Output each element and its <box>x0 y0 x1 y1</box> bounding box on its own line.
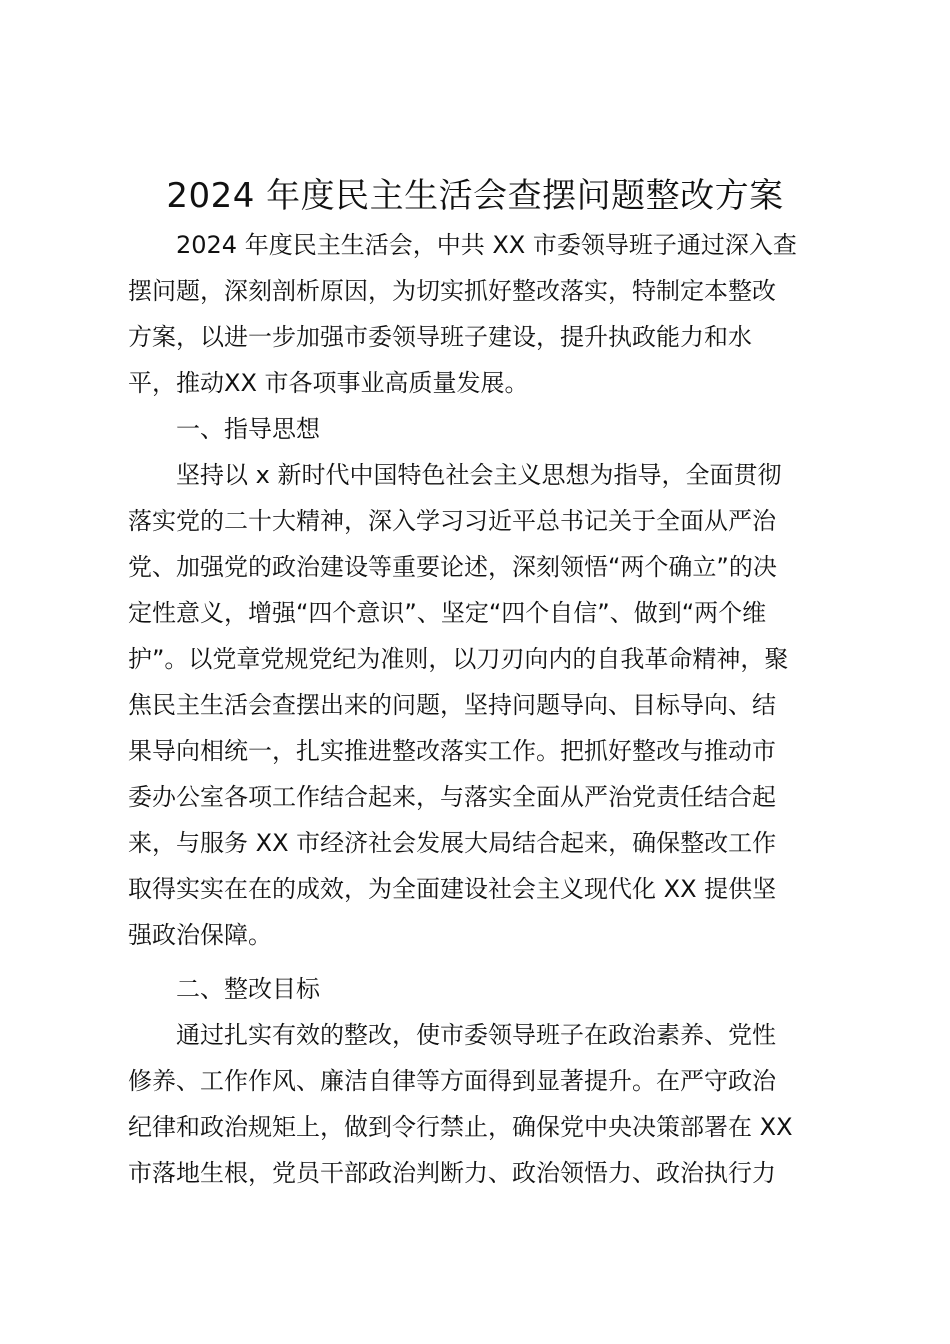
paragraph-line: 护”。以党章党规党纪为准则，以刀刃向内的自我革命精神，聚 <box>128 645 789 673</box>
section-heading-rectification-goals: 二、整改目标 <box>176 975 320 1003</box>
document-title: 2024 年度民主生活会查摆问题整改方案 <box>166 176 784 216</box>
paragraph-line: 党、加强党的政治建设等重要论述，深刻领悟“两个确立”的决 <box>128 553 777 581</box>
paragraph-line: 纪律和政治规矩上，做到令行禁止，确保党中央决策部署在 XX <box>128 1113 793 1141</box>
paragraph-line: 焦民主生活会查摆出来的问题，坚持问题导向、目标导向、结 <box>128 691 776 719</box>
paragraph-line: 取得实实在在的成效，为全面建设社会主义现代化 XX 提供坚 <box>128 875 777 903</box>
paragraph-line: 修养、工作作风、廉洁自律等方面得到显著提升。在严守政治 <box>128 1067 776 1095</box>
intro-line: 2024 年度民主生活会，中共 XX 市委领导班子通过深入查 <box>176 231 797 259</box>
paragraph-line: 定性意义，增强“四个意识”、坚定“四个自信”、做到“两个维 <box>128 599 767 627</box>
intro-line: 方案，以进一步加强市委领导班子建设，提升执政能力和水 <box>128 323 752 351</box>
intro-line: 摆问题，深刻剖析原因，为切实抓好整改落实，特制定本整改 <box>128 277 776 305</box>
paragraph-line: 果导向相统一，扎实推进整改落实工作。把抓好整改与推动市 <box>128 737 776 765</box>
section-gap <box>128 958 828 966</box>
paragraph-line: 落实党的二十大精神，深入学习习近平总书记关于全面从严治 <box>128 507 776 535</box>
document-body <box>128 222 828 1196</box>
paragraph-line: 通过扎实有效的整改，使市委领导班子在政治素养、党性 <box>176 1021 776 1049</box>
section-heading-guiding-ideology: 一、指导思想 <box>176 415 320 443</box>
paragraph-line: 市落地生根，党员干部政治判断力、政治领悟力、政治执行力 <box>128 1159 776 1187</box>
paragraph-line: 委办公室各项工作结合起来，与落实全面从严治党责任结合起 <box>128 783 776 811</box>
paragraph-line: 坚持以 x 新时代中国特色社会主义思想为指导，全面贯彻 <box>176 461 782 489</box>
paragraph-line: 强政治保障。 <box>128 921 272 949</box>
intro-line: 平，推动XX 市各项事业高质量发展。 <box>128 369 529 397</box>
paragraph-line: 来，与服务 XX 市经济社会发展大局结合起来，确保整改工作 <box>128 829 777 857</box>
